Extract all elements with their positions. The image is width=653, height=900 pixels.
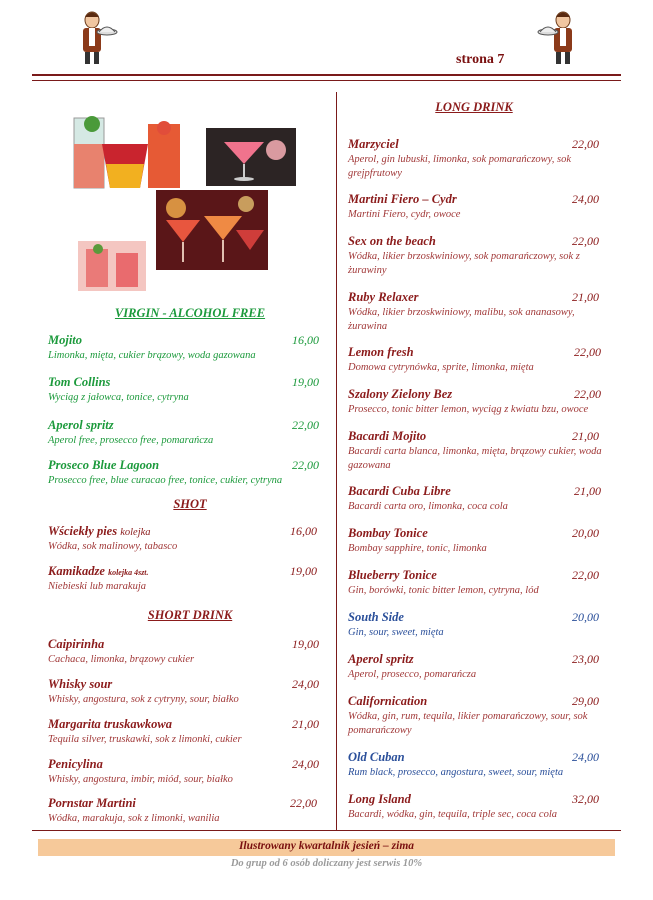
item-description: Whisky, angostura, imbir, miód, sour, białko: [48, 774, 233, 785]
item-name: Caipirinha: [48, 637, 105, 651]
menu-item: [348, 290, 604, 333]
footer-note: Do grup od 6 osób doliczany jest serwis 10%: [230, 858, 423, 869]
item-price: 22,00: [292, 418, 319, 432]
item-name: South Side: [348, 610, 404, 624]
item-name: Tom Collins: [48, 375, 111, 389]
item-description: Wódka, likier brzoskwiniowy, malibu, sok ananasowy, żurawina: [348, 307, 575, 332]
cocktail-photo-martini: [206, 128, 296, 186]
item-price: 24,00: [292, 677, 319, 691]
item-description: Prosecco, tonic bitter lemon, wyciąg z kwiatu bzu, owoce: [348, 404, 589, 415]
item-name: Mojito: [48, 333, 83, 347]
item-description: Wódka, marakuja, sok z limonki, wanilia: [48, 813, 220, 824]
menu-item: [48, 637, 320, 667]
item-name: Martini Fiero – Cydr: [348, 192, 457, 206]
item-note: kolejka: [120, 527, 151, 538]
header-rule: [32, 74, 621, 76]
item-price: 24,00: [572, 192, 599, 206]
item-description: Gin, sour, sweet, mięta: [348, 627, 444, 638]
menu-item: [348, 484, 604, 514]
item-price: 24,00: [292, 757, 319, 771]
footer-rule: [32, 830, 621, 831]
item-description: Niebieski lub marakuja: [48, 581, 146, 592]
menu-item: [48, 375, 320, 405]
item-name: Aperol spritz: [348, 652, 414, 666]
header-rule-thin: [32, 80, 621, 81]
item-description: Gin, borówki, tonic bitter lemon, cytryna, lód: [348, 585, 539, 596]
menu-item: [348, 387, 618, 417]
menu-item: [48, 757, 320, 787]
cocktail-photo-bar: [156, 190, 268, 270]
item-description: Aperol, prosecco, pomarańcza: [348, 669, 477, 680]
item-price: 24,00: [572, 750, 599, 764]
section-title-shot: SHOT: [173, 497, 207, 511]
item-name: Bombay Tonice: [348, 526, 428, 540]
item-description: Bacardi, wódka, gin, tequila, triple sec, coca cola: [348, 809, 557, 820]
item-price: 22,00: [574, 345, 601, 359]
item-description: Wódka, gin, rum, tequila, likier pomarańczowy, sour, sok pomarańczowy: [348, 711, 588, 736]
item-name: Long Island: [348, 792, 411, 806]
item-name: Proseco Blue Lagoon: [48, 458, 160, 472]
item-name: Szalony Zielony Bez: [348, 387, 453, 401]
item-description: Tequila silver, truskawki, sok z limonki, cukier: [48, 734, 242, 745]
item-name: Wściekły pies: [48, 524, 118, 538]
menu-item: [348, 345, 604, 375]
item-description: Bacardi carta oro, limonka, coca cola: [348, 501, 508, 512]
item-price: 22,00: [572, 568, 599, 582]
menu-item: [348, 568, 604, 598]
item-description: Wyciąg z jałowca, tonice, cytryna: [48, 392, 189, 403]
column-divider: [336, 92, 337, 830]
item-description: Domowa cytrynówka, sprite, limonka, mięta: [348, 362, 534, 373]
item-name: Blueberry Tonice: [348, 568, 437, 582]
item-price: 21,00: [574, 484, 601, 498]
item-name: Penicylina: [48, 757, 103, 771]
item-name: Margarita truskawkowa: [48, 717, 172, 731]
menu-item: [348, 429, 604, 472]
item-price: 19,00: [290, 564, 317, 578]
menu-item: [348, 694, 604, 737]
cocktail-photo-pink: [78, 241, 146, 291]
item-name: Bacardi Cuba Libre: [348, 484, 451, 498]
item-price: 16,00: [290, 524, 317, 538]
item-name: Bacardi Mojito: [348, 429, 427, 443]
item-description: Martini Fiero, cydr, owoce: [348, 209, 461, 220]
menu-item: [348, 610, 604, 640]
item-price: 19,00: [292, 637, 319, 651]
menu-item: [48, 717, 320, 747]
item-name: Whisky sour: [48, 677, 113, 691]
menu-item: [48, 418, 320, 448]
menu-item: [348, 526, 604, 556]
section-title-short: SHORT DRINK: [147, 608, 233, 622]
menu-item: [348, 192, 604, 222]
item-price: 29,00: [572, 694, 599, 708]
menu-item: [48, 524, 320, 554]
item-price: 23,00: [572, 652, 599, 666]
item-name: Kamikadze: [48, 564, 105, 578]
item-description: Wódka, sok malinowy, tabasco: [48, 541, 178, 552]
item-description: Prosecco free, blue curacao free, tonice, cukier, cytryna: [48, 475, 283, 486]
item-name: Old Cuban: [348, 750, 405, 764]
item-description: Aperol free, prosecco free, pomarańcza: [48, 435, 214, 446]
menu-item: [348, 792, 604, 822]
section-title-long: LONG DRINK: [435, 100, 513, 114]
item-description: Wódka, likier brzoskwiniowy, sok pomarańczowy, sok z żurawiny: [348, 251, 580, 276]
section-title-virgin: VIRGIN - ALCOHOL FREE: [114, 306, 266, 320]
menu-item: [348, 234, 604, 277]
item-description: Bombay sapphire, tonic, limonka: [348, 543, 487, 554]
item-price: 22,00: [290, 796, 317, 810]
item-name: Californication: [348, 694, 428, 708]
item-description: Bacardi carta blanca, limonka, mięta, brązowy cukier, woda gazowana: [348, 446, 602, 471]
menu-item: [348, 137, 604, 180]
item-description: Cachaca, limonka, brązowy cukier: [48, 654, 195, 665]
item-description: Aperol, gin lubuski, limonka, sok pomarańczowy, sok grejpfrutowy: [348, 154, 572, 179]
item-price: 21,00: [292, 717, 319, 731]
menu-item: [48, 796, 320, 826]
item-name: Marzyciel: [348, 137, 399, 151]
menu-item: [48, 333, 320, 363]
item-price: 32,00: [572, 792, 599, 806]
item-price: 22,00: [572, 234, 599, 248]
item-price: 19,00: [292, 375, 319, 389]
item-price: 22,00: [292, 458, 319, 472]
waiter-icon-left: [68, 8, 120, 66]
waiter-icon-right: [535, 8, 587, 66]
item-name: Ruby Relaxer: [348, 290, 419, 304]
menu-item: [348, 652, 604, 682]
item-price: 22,00: [572, 137, 599, 151]
item-description: Rum black, prosecco, angostura, sweet, sour, mięta: [348, 767, 564, 778]
menu-item: [48, 564, 320, 594]
item-price: 16,00: [292, 333, 319, 347]
item-price: 22,00: [574, 387, 601, 401]
item-price: 20,00: [572, 610, 599, 624]
item-name: Lemon fresh: [348, 345, 414, 359]
menu-item: [348, 750, 604, 780]
item-name: Sex on the beach: [348, 234, 436, 248]
item-description: Whisky, angostura, sok z cytryny, sour, białko: [48, 694, 239, 705]
item-name: Aperol spritz: [48, 418, 114, 432]
item-price: 21,00: [572, 429, 599, 443]
menu-item: [48, 677, 320, 707]
item-note: kolejka 4szt.: [108, 568, 149, 577]
item-price: 21,00: [572, 290, 599, 304]
item-price: 20,00: [572, 526, 599, 540]
menu-item: [48, 458, 320, 488]
footer-title: Ilustrowany kwartalnik jesień – zima: [238, 840, 415, 852]
item-name: Pornstar Martini: [48, 796, 136, 810]
page-number: strona 7: [456, 52, 505, 67]
item-description: Limonka, mięta, cukier brązowy, woda gazowana: [48, 350, 256, 361]
cocktail-photo-glasses: [70, 104, 184, 194]
